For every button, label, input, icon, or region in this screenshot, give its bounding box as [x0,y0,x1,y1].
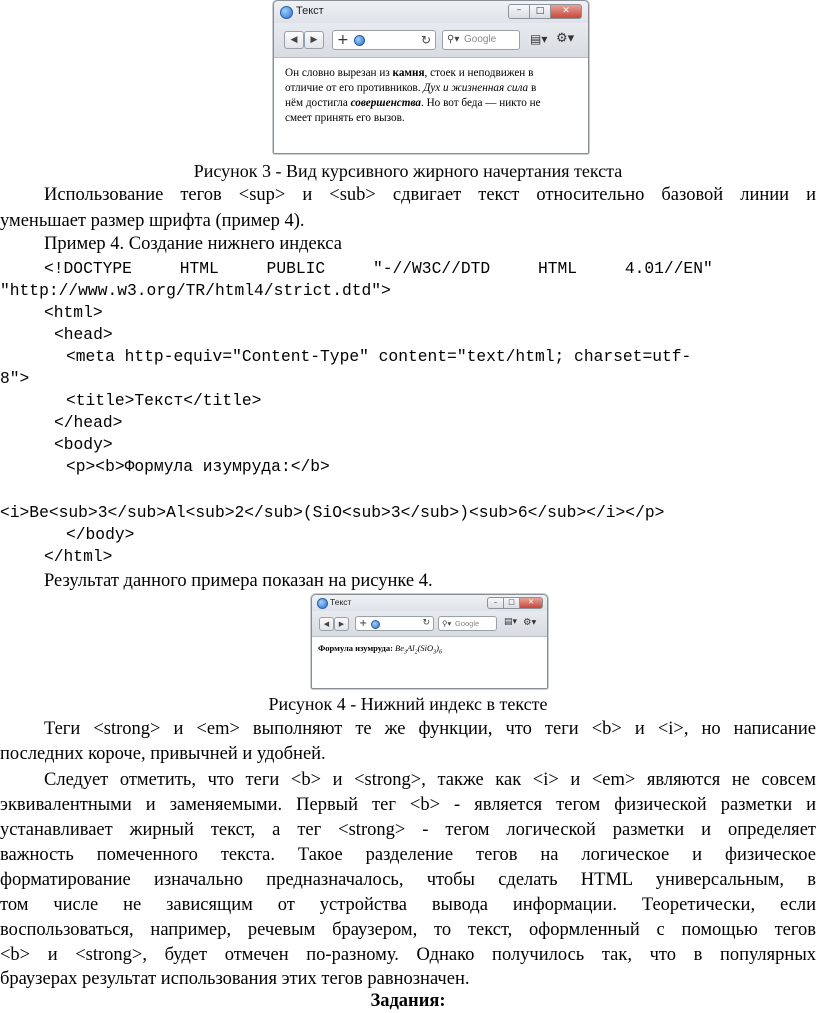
para3-line-2: эквивалентными и заменяемыми. Первый тег <b> - является тегом физической разметки и [0,795,816,815]
back-button[interactable]: ◀ [319,617,334,631]
figure3-content-line-4: смеет принять его вызов. [285,112,405,124]
search-icon: ⚲▾ [447,34,460,45]
para3-line-4: важность помеченного текста. Такое разделение тегов на логическое и физическое [0,845,816,865]
browser-globe-icon [280,6,293,19]
para1-line-2: уменьшает размер шрифта (пример 4). [0,211,305,231]
figure3-page-content [274,57,588,153]
forward-button[interactable]: ▶ [304,31,324,49]
forward-button[interactable]: ▶ [334,617,349,631]
para3-line-6: том числе не зависящим от устройства вывода информации. Теоретически, если [0,895,816,915]
para1-line-1: Использование тегов <sup> и <sub> сдвигает текст относительно базовой линии и [44,185,816,205]
figure3-browser-window [273,0,589,154]
formula-value: $Be_3Al_2(SiO_3)_6$ [395,643,442,656]
address-bar[interactable] [332,30,436,50]
maximize-button[interactable]: □ [503,597,519,609]
figure3-content-line-2: отличие от его противников. Дух и жизненная сила в [285,82,537,94]
close-button[interactable]: ✕ [519,597,543,609]
para3-line-5: форматирование изначально предназначалось, чтобы сделать HTML универсальным, в [0,870,816,890]
code-line-1: <!DOCTYPE HTML PUBLIC "-//W3C//DTD HTML 4.01//EN" [44,259,713,278]
figure3-caption: Рисунок 3 - Вид курсивного жирного начертания текста [193,161,623,181]
minimize-button[interactable]: – [487,597,503,609]
add-bookmark-icon: + [337,32,349,48]
code-line-7: <title>Текст</title> [66,391,262,410]
code-line-10: <p><b>Формула изумруда:</b> [66,457,330,476]
para3-line-9: браузерах результат использования этих тегов равнозначен. [0,969,470,989]
figure4-page-content [312,636,547,688]
para2-line-2: последних короче, привычней и удобней. [0,744,326,764]
figure3-window-title: Текст [296,5,324,17]
page-menu-icon[interactable]: ▤▾ [530,32,548,46]
search-icon: ⚲▾ [442,619,452,628]
figure3-content-line-3: нём достигла совершенства. Но вот беда — никто не [285,97,541,109]
para3-line-7: воспользоваться, например, речевым браузером, то текст, оформленный с помощью тегов [0,920,816,940]
figure4-toolbar [312,611,547,637]
code-line-6: 8"> [0,369,30,388]
code-line-3: <html> [44,303,103,322]
figure4-formula-line [318,643,442,659]
back-button[interactable]: ◀ [284,31,304,49]
gear-icon[interactable]: ⚙▾ [523,617,537,628]
code-line-8: </head> [54,413,123,432]
code-line-13: </html> [44,547,113,566]
para3-line-8: <b> и <strong>, будет отмечен по-разному. Однако получилось так, что в популярных [0,945,816,965]
search-field[interactable] [442,30,520,50]
code-line-5: <meta http-equiv="Content-Type" content="text/html; charset=utf- [66,347,692,366]
code-line-11: <i>Be<sub>3</sub>Al<sub>2</sub>(SiO<sub>3</sub>)<sub>6</sub></i></p> [0,503,665,522]
search-field[interactable] [438,616,497,631]
page-menu-icon[interactable]: ▤▾ [504,617,518,627]
example-title: Пример 4. Создание нижнего индекса [44,234,342,254]
reload-icon[interactable]: ↻ [420,33,431,47]
add-bookmark-icon: + [359,618,368,629]
result-line: Результат данного примера показан на рисунке 4. [44,571,433,591]
figure3-titlebar [274,1,588,23]
figure3-content-line-1: Он словно вырезан из камня, стоек и неподвижен в [285,67,534,79]
maximize-button[interactable]: □ [529,4,550,19]
figure4-browser-window [311,594,548,689]
code-line-12: </body> [66,525,135,544]
site-globe-icon [371,620,380,629]
code-line-9: <body> [54,435,113,454]
browser-globe-icon [317,598,328,609]
para3-line-1: Следует отметить, что теги <b> и <strong>, также как <i> и <em> являются не совсем [44,770,816,790]
figure3-toolbar [274,23,588,58]
search-placeholder: Google [455,619,480,628]
search-placeholder: Google [464,34,497,45]
formula-label: Формула изумруда: [318,643,393,653]
tasks-heading: Задания: [370,991,446,1011]
reload-icon[interactable]: ↻ [422,618,430,628]
code-line-4: <head> [54,325,113,344]
gear-icon[interactable]: ⚙▾ [556,31,575,46]
close-button[interactable]: ✕ [550,4,582,19]
figure4-titlebar [312,595,547,611]
figure4-caption: Рисунок 4 - Нижний индекс в тексте [268,694,548,714]
code-line-2: "http://www.w3.org/TR/html4/strict.dtd"> [0,281,391,300]
para2-line-1: Теги <strong> и <em> выполняют те же функции, что теги <b> и <i>, но написание [44,719,816,739]
minimize-button[interactable]: – [508,4,529,19]
address-bar[interactable] [355,616,434,631]
para3-line-3: устанавливает жирный текст, а тег <strong> - тегом логической разметки и определяет [0,820,816,840]
site-globe-icon [354,35,365,46]
figure4-window-title: Текст [330,597,352,607]
